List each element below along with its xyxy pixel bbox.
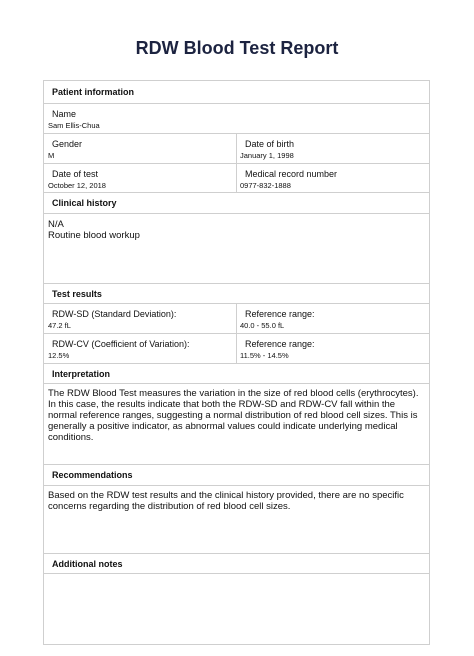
date-of-test-value: October 12, 2018: [48, 181, 106, 190]
rdw-sd-range-cell: [236, 304, 431, 333]
rdw-cv-cell: [44, 334, 236, 363]
rdw-cv-row: [44, 333, 429, 363]
rdw-sd-range-value: 40.0 - 55.0 fL: [240, 321, 285, 330]
interpretation-body: [44, 383, 429, 464]
report-form: [43, 80, 430, 645]
additional-notes-header: [44, 553, 429, 573]
section-title: Additional notes: [52, 559, 123, 569]
test-date-mrn-row: [44, 163, 429, 192]
interpretation-header: [44, 363, 429, 383]
name-value: Sam Ellis-Chua: [48, 121, 100, 130]
rdw-sd-row: [44, 303, 429, 333]
clinical-history-line1: N/A: [48, 219, 64, 230]
additional-notes-body: [44, 573, 429, 645]
gender-label: Gender: [52, 139, 83, 149]
name-row: [44, 103, 429, 133]
test-results-header: [44, 283, 429, 303]
section-title: Test results: [52, 289, 102, 299]
recommendations-text: Based on the RDW test results and the clinical history provided, there are no specific concerns regarding the distribution of red blood cell sizes.: [48, 490, 404, 512]
patient-information-header: [44, 81, 429, 103]
rdw-cv-range-cell: [236, 334, 431, 363]
interpretation-text: The RDW Blood Test measures the variation in the size of red blood cells (erythrocytes). In this case, the results indicate that both the RDW-SD and RDW-CV fall within the normal reference ranges, suggesting a normal distribution of red blood cell sizes. This is generally a positive indicator, as abnormal values could indicate underlying medical conditions.: [48, 388, 419, 443]
mrn-label: Medical record number: [245, 169, 338, 179]
section-title: Recommendations: [52, 470, 133, 480]
rdw-cv-label: RDW-CV (Coefficient of Variation):: [52, 339, 190, 349]
dob-value: January 1, 1998: [240, 151, 294, 160]
dob-cell: [236, 134, 431, 163]
rdw-cv-value: 12.5%: [48, 351, 70, 360]
date-of-test-cell: [44, 164, 236, 192]
section-title: Interpretation: [52, 369, 111, 379]
clinical-history-line2: Routine blood workup: [48, 230, 140, 241]
gender-dob-row: [44, 133, 429, 163]
rdw-sd-label: RDW-SD (Standard Deviation):: [52, 309, 177, 319]
recommendations-header: [44, 464, 429, 485]
rdw-sd-range-label: Reference range:: [245, 309, 315, 319]
recommendations-body: [44, 485, 429, 553]
mrn-value: 0977-832-1888: [240, 181, 291, 190]
rdw-sd-cell: [44, 304, 236, 333]
mrn-cell: [236, 164, 431, 192]
report-title: RDW Blood Test Report: [135, 38, 339, 58]
rdw-cv-range-label: Reference range:: [245, 339, 315, 349]
clinical-history-body: [44, 213, 429, 283]
rdw-cv-range-value: 11.5% - 14.5%: [240, 351, 289, 360]
rdw-sd-value: 47.2 fL: [48, 321, 71, 330]
name-label: Name: [52, 109, 77, 119]
gender-value: M: [48, 151, 55, 160]
date-of-test-label: Date of test: [52, 169, 99, 179]
gender-cell: [44, 134, 236, 163]
clinical-history-header: [44, 192, 429, 213]
dob-label: Date of birth: [245, 139, 295, 149]
section-title: Patient information: [52, 87, 135, 97]
section-title: Clinical history: [52, 198, 117, 208]
